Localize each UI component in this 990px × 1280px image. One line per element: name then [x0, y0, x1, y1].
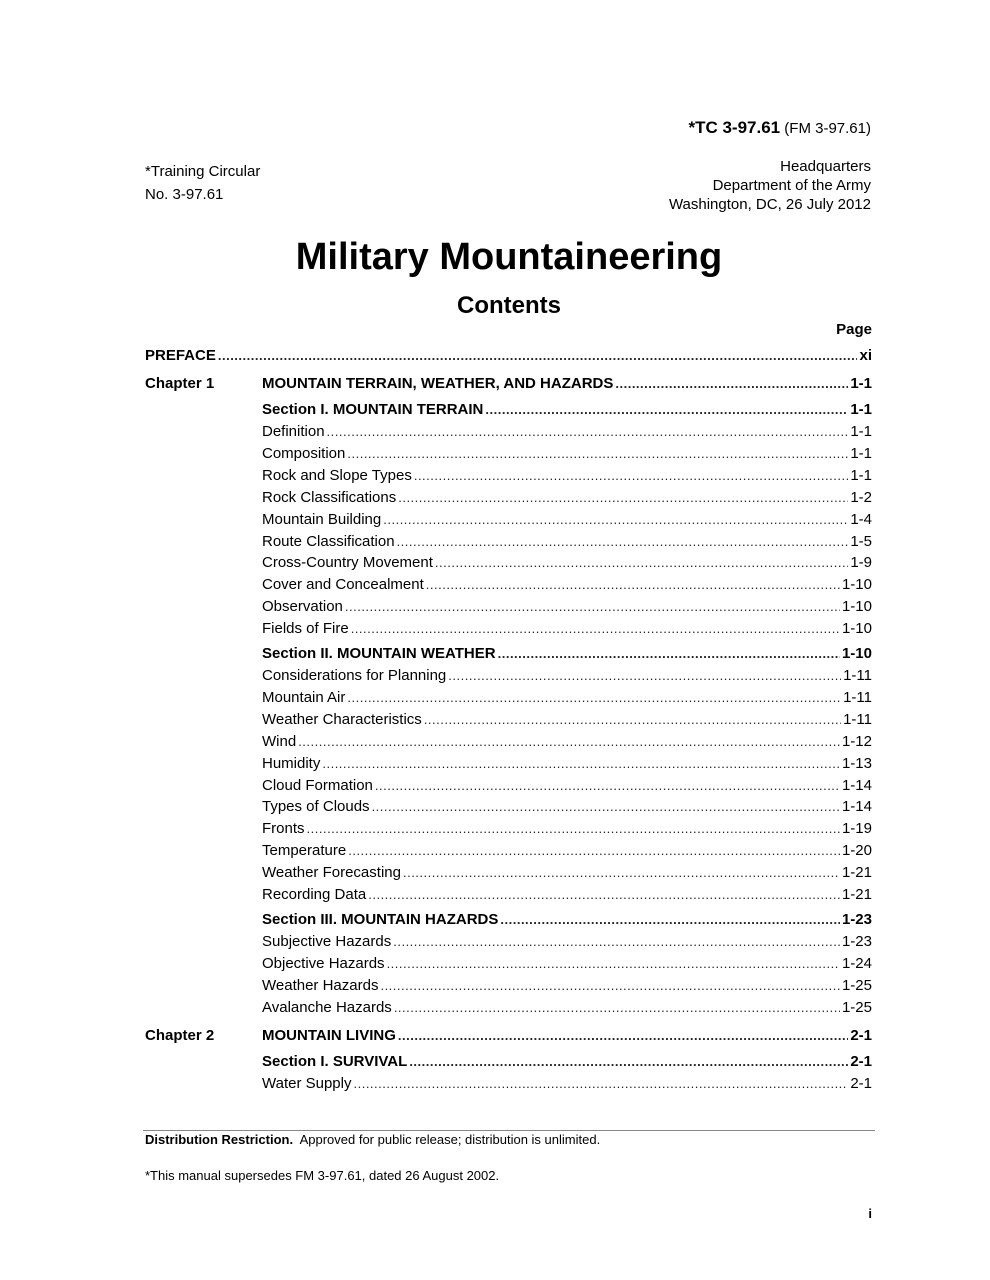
toc-entry-page: xi [859, 347, 872, 364]
toc-entry-label: MOUNTAIN LIVING [262, 1026, 396, 1044]
toc-entry-page: 1-5 [850, 532, 872, 550]
page-column-label: Page [836, 321, 872, 338]
footer-divider [143, 1130, 875, 1131]
toc-item[interactable] [262, 1075, 872, 1092]
toc-entry-page: 1-13 [841, 754, 872, 772]
toc-section[interactable] [262, 401, 872, 418]
dot-leader [409, 1054, 848, 1069]
toc-entry-label: Considerations for Planning [262, 667, 447, 684]
dot-leader [375, 778, 840, 793]
toc-entry-page: 1-4 [850, 510, 872, 528]
toc-item[interactable] [262, 733, 872, 750]
toc-entry-label: Route Classification [262, 532, 395, 550]
toc-item[interactable] [262, 777, 872, 794]
toc-entry-page: 1-14 [841, 798, 872, 816]
dot-leader [347, 690, 841, 705]
dot-leader [426, 577, 840, 592]
toc-entry-page: 1-21 [841, 864, 872, 882]
dot-leader [394, 1000, 840, 1015]
toc-entry-page: 2-1 [850, 1052, 872, 1070]
chapter-label: Chapter 2 [145, 1026, 215, 1044]
toc-item[interactable] [262, 864, 872, 881]
toc-entry-page: 1-10 [841, 645, 872, 662]
toc-entry-page: 1-1 [850, 466, 872, 484]
toc-entry-label: Fields of Fire [262, 620, 349, 638]
toc-entry-page: 1-10 [841, 576, 872, 594]
hq-line: Headquarters [780, 158, 871, 175]
toc-entry-page: 1-11 [843, 688, 872, 706]
toc-entry-page: 1-1 [850, 375, 872, 392]
toc-entry-page: 1-2 [850, 488, 872, 506]
circular-number: No. 3-97.61 [145, 186, 224, 203]
dot-leader [347, 446, 848, 461]
toc-entry-label: Recording Data [262, 886, 367, 903]
dot-leader [397, 534, 849, 549]
toc-entry-page: 1-10 [841, 598, 872, 616]
dot-leader [383, 512, 848, 527]
toc-entry-label: Types of Clouds [262, 798, 370, 816]
toc-entry-label: Water Supply [262, 1074, 352, 1092]
toc-section[interactable] [262, 1053, 872, 1070]
toc-entry-label: Avalanche Hazards [262, 998, 392, 1016]
toc-item[interactable] [262, 598, 872, 615]
page-number: i [868, 1206, 872, 1221]
toc-item[interactable] [262, 689, 872, 706]
dot-leader [414, 468, 848, 483]
dot-leader [327, 424, 849, 439]
toc-entry-label: Composition [262, 444, 346, 462]
toc-entry-page: 1-20 [841, 842, 872, 860]
dot-leader [351, 621, 840, 636]
dot-leader [353, 1076, 848, 1091]
dot-leader [393, 934, 840, 949]
toc-section[interactable] [262, 911, 872, 928]
dot-leader [345, 599, 840, 614]
toc-entry-page: 1-19 [841, 820, 872, 838]
toc-entry-label: Temperature [262, 842, 347, 860]
toc-preface[interactable] [145, 347, 872, 364]
tc-number: *TC 3-97.61 [688, 118, 781, 137]
chapter-label: Chapter 1 [145, 375, 215, 392]
toc-entry-label: Weather Forecasting [262, 864, 401, 882]
toc-entry-label: Weather Characteristics [262, 710, 422, 728]
distribution-label: Distribution Restriction. [145, 1132, 294, 1147]
document-number [688, 118, 871, 138]
issuing-authority [669, 157, 871, 214]
toc-entry-label: Mountain Air [262, 688, 346, 706]
contents-heading: Contents [457, 292, 561, 319]
toc-item[interactable] [262, 711, 872, 728]
toc-section[interactable] [262, 645, 872, 662]
toc-entry-label: MOUNTAIN TERRAIN, WEATHER, AND HAZARDS [262, 375, 614, 392]
circular-type: *Training Circular [145, 163, 261, 180]
toc-item[interactable] [262, 554, 872, 571]
dot-leader [387, 956, 840, 971]
toc-item[interactable] [262, 842, 872, 859]
toc-entry-page: 2-1 [850, 1074, 872, 1092]
toc-entry-label: Section I. MOUNTAIN TERRAIN [262, 401, 484, 418]
dot-leader [424, 712, 841, 727]
toc-entry-page: 1-1 [850, 401, 872, 418]
toc-entry-page: 1-11 [843, 667, 872, 684]
dot-leader [368, 887, 840, 902]
circular-id [145, 160, 260, 206]
toc-item[interactable] [262, 576, 872, 593]
toc-entry-label: PREFACE [145, 347, 216, 364]
toc-entry-label: Rock and Slope Types [262, 466, 412, 484]
document-title: Military Mountaineering [295, 236, 723, 278]
distribution-text: Approved for public release; distribution is unlimited. [299, 1132, 601, 1147]
toc-entry-label: Fronts [262, 820, 305, 838]
toc-item[interactable] [262, 533, 872, 550]
toc-item[interactable] [262, 886, 872, 903]
dot-leader [500, 912, 840, 927]
toc-entry-label: Rock Classifications [262, 488, 397, 506]
toc-chapter[interactable] [262, 375, 872, 392]
toc-entry-label: Section III. MOUNTAIN HAZARDS [262, 910, 499, 928]
dot-leader [398, 1028, 848, 1043]
toc-entry-label: Subjective Hazards [262, 932, 392, 950]
toc-entry-page: 2-1 [850, 1026, 872, 1044]
toc-entry-page: 1-23 [841, 932, 872, 950]
toc-entry-page: 1-24 [841, 954, 872, 972]
dot-leader [372, 799, 840, 814]
supersedes-ref: (FM 3-97.61) [784, 120, 871, 137]
toc-entry-label: Section II. MOUNTAIN WEATHER [262, 645, 496, 662]
toc-entry-page: 1-23 [841, 910, 872, 928]
toc-entry-page: 1-11 [843, 710, 872, 728]
toc-entry-label: Humidity [262, 754, 321, 772]
toc-item[interactable] [262, 511, 872, 528]
toc-item[interactable] [262, 489, 872, 506]
dot-leader [218, 348, 858, 363]
toc-entry-page: 1-12 [841, 732, 872, 750]
dot-leader [435, 555, 848, 570]
toc-item[interactable] [262, 933, 872, 950]
dot-leader [615, 376, 848, 391]
dot-leader [298, 734, 840, 749]
dot-leader [403, 865, 840, 880]
dot-leader [307, 821, 840, 836]
toc-entry-label: Objective Hazards [262, 954, 385, 972]
toc-entry-label: Cloud Formation [262, 776, 373, 794]
toc-item[interactable] [262, 445, 872, 462]
toc-entry-page: 1-14 [841, 776, 872, 794]
toc-item[interactable] [262, 467, 872, 484]
dot-leader [398, 490, 848, 505]
toc-entry-label: Cover and Concealment [262, 576, 424, 594]
toc-item[interactable] [262, 667, 872, 684]
toc-chapter[interactable] [262, 1027, 872, 1044]
dot-leader [448, 668, 841, 683]
supersedes-note: *This manual supersedes FM 3-97.61, dated 26 August 2002. [145, 1168, 500, 1183]
toc-item[interactable] [262, 620, 872, 637]
toc-item[interactable] [262, 798, 872, 815]
dot-leader [348, 843, 840, 858]
distribution-restriction [145, 1132, 600, 1147]
toc-entry-label: Observation [262, 598, 343, 616]
toc-entry-page: 1-25 [841, 976, 872, 994]
department-line: Department of the Army [712, 177, 871, 194]
toc-entry-label: Section I. SURVIVAL [262, 1052, 408, 1070]
toc-entry-page: 1-1 [850, 444, 872, 462]
dot-leader [498, 646, 840, 661]
toc-entry-label: Wind [262, 732, 297, 750]
dot-leader [322, 756, 840, 771]
toc-item[interactable] [262, 955, 872, 972]
location-date-line: Washington, DC, 26 July 2012 [668, 196, 871, 213]
toc-entry-page: 1-10 [841, 620, 872, 638]
toc-entry-label: Cross-Country Movement [262, 554, 433, 572]
toc-entry-page: 1-1 [850, 423, 872, 440]
toc-item[interactable] [262, 999, 872, 1016]
toc-entry-label: Definition [262, 423, 325, 440]
toc-entry-page: 1-9 [850, 554, 872, 572]
toc-entry-label: Mountain Building [262, 510, 382, 528]
toc-entry-page: 1-25 [841, 998, 872, 1016]
dot-leader [380, 978, 840, 993]
toc-item[interactable] [262, 755, 872, 772]
toc-item[interactable] [262, 423, 872, 440]
toc-entry-page: 1-21 [841, 886, 872, 903]
dot-leader [485, 402, 848, 417]
toc-item[interactable] [262, 820, 872, 837]
toc-entry-label: Weather Hazards [262, 976, 379, 994]
toc-item[interactable] [262, 977, 872, 994]
